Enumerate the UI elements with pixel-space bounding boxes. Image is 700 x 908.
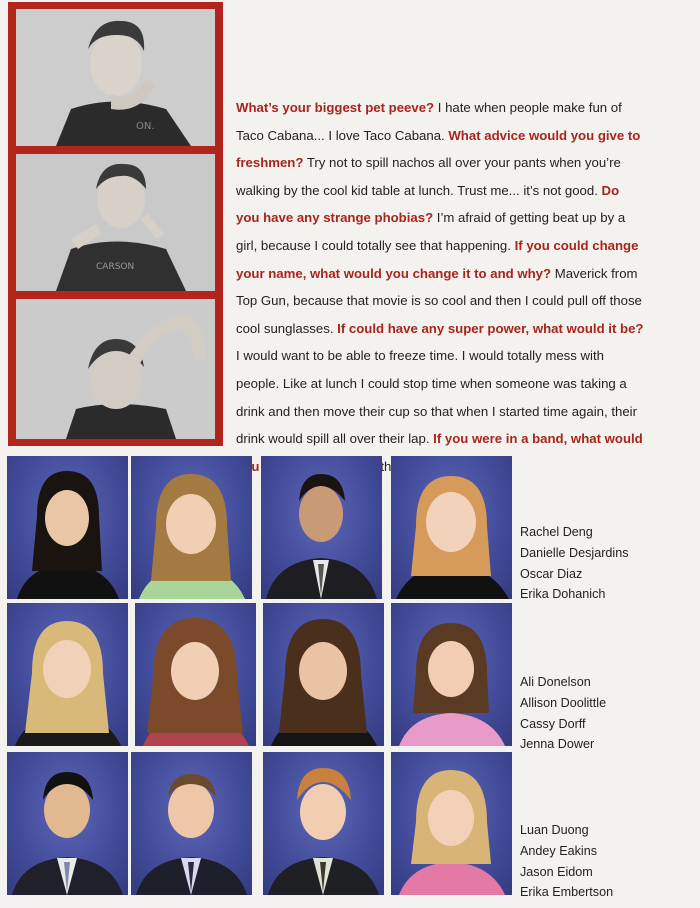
portrait-andey-eakins — [131, 752, 252, 895]
interview-text — [236, 94, 646, 480]
candid-photo-pose — [16, 299, 215, 439]
portrait-cassy-dorff — [263, 603, 384, 746]
candid-photo-thinking — [16, 9, 215, 146]
names-row-3 — [520, 820, 613, 903]
question-phobias: Do you have any strange phobias? — [236, 182, 620, 226]
student-name: Danielle Desjardins — [520, 545, 629, 560]
student-name: Jenna Dower — [520, 737, 595, 752]
candid-photo-frame — [8, 2, 223, 446]
student-name: Allison Doolittle — [520, 695, 607, 710]
portrait-luan-duong — [7, 752, 128, 895]
portrait-danielle-desjardins — [131, 456, 252, 599]
portrait-oscar-diaz — [261, 456, 382, 599]
answer-super-power: I would want to be able to freeze time. I would totally mess with people. Like at lunch I could stop time when someone was taking a drink and then move their cup so that when I started time again, their drink would spill all over their lap. — [236, 348, 637, 447]
svg-text:ON.: ON. — [136, 121, 155, 132]
student-name: Andey Eakins — [520, 843, 598, 858]
student-name: Cassy Dorff — [520, 716, 586, 731]
answer-phobias: I’m afraid of getting beat up by a girl, because I could totally see that happening. — [236, 210, 626, 253]
student-name: Erika Dohanich — [520, 587, 606, 602]
answer-pet-peeve: I hate when people make fun of Taco Cabana... I love Taco Cabana. — [236, 100, 622, 143]
question-pet-peeve: What’s your biggest pet peeve? — [236, 100, 435, 115]
portrait-jason-eidom — [263, 752, 384, 895]
answer-name-change: Maverick from Top Gun, because that movie is so cool and then I could pull off those cool sunglasses. — [236, 265, 642, 336]
candid-photo-pointing — [16, 154, 215, 291]
student-name: Oscar Diaz — [520, 566, 583, 581]
names-row-1 — [520, 522, 629, 605]
portrait-jenna-dower — [391, 603, 512, 746]
student-name: Erika Embertson — [520, 885, 614, 900]
portrait-rachel-deng — [7, 456, 128, 599]
portrait-ali-donelson — [7, 603, 128, 746]
question-band-name: If you were in a band, what would — [433, 431, 643, 447]
names-row-2 — [520, 672, 606, 755]
question-super-power: If could have any super power, what would it be? — [337, 320, 644, 336]
student-name: Ali Donelson — [520, 675, 591, 689]
portrait-allison-doolittle — [135, 603, 256, 746]
answer-band-name: the — [380, 458, 399, 474]
student-name: Rachel Deng — [520, 525, 593, 539]
answer-advice: Try not to spill nachos all over your pants when you’re walking by the cool kid table at lunch. Trust me... it’s not good. — [236, 155, 621, 198]
svg-text:CARSON: CARSON — [96, 262, 135, 272]
portrait-erika-dohanich — [391, 456, 512, 599]
question-advice: What advice would you give to freshmen? — [236, 127, 641, 171]
portrait-erika-embertson — [391, 752, 512, 895]
student-name: Luan Duong — [520, 823, 589, 837]
student-name: Jason Eidom — [520, 864, 593, 879]
question-name-change: If you could change your name, what would you change it to and why? — [236, 237, 639, 281]
